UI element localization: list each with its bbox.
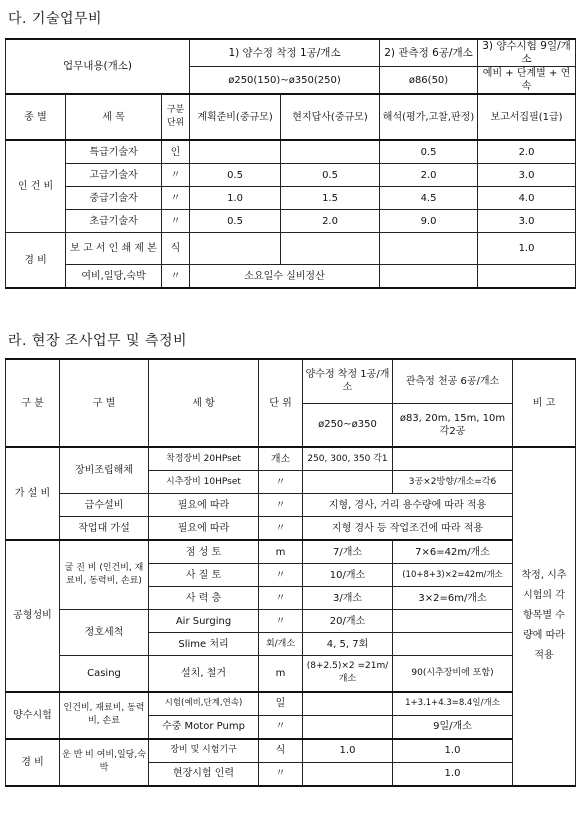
row-plan: 1.0 xyxy=(190,187,281,210)
row-unit: m xyxy=(259,540,303,564)
row-survey: 0.5 xyxy=(281,164,380,187)
row-unit: 〃 xyxy=(162,164,190,187)
row-obs: 1.0 xyxy=(393,739,513,763)
row-analysis xyxy=(380,233,478,265)
row-detail: 시추장비 10HPset xyxy=(149,471,259,494)
row-item: 고급기술자 xyxy=(66,164,162,187)
row-unit: 일 xyxy=(259,692,303,716)
row-unit: 〃 xyxy=(259,715,303,739)
obs-sub-header: ø83, 20m, 15m, 10m 각2공 xyxy=(393,403,513,447)
row-analysis: 4.5 xyxy=(380,187,478,210)
row-item: 특급기술자 xyxy=(66,140,162,164)
row-detail: 설치, 철거 xyxy=(149,656,259,692)
row-well: 3/개소 xyxy=(303,587,393,610)
row-report: 1.0 xyxy=(478,233,576,265)
row-obs: 3×2=6m/개소 xyxy=(393,587,513,610)
empty-cell xyxy=(478,265,576,289)
row-survey xyxy=(281,140,380,164)
col1-top-header: 1) 양수정 착정 1공/개소 xyxy=(190,39,380,67)
obs-top-header: 관측정 천공 6공/개소 xyxy=(393,359,513,403)
row-well xyxy=(303,715,393,739)
row-well: (8+2.5)×2 =21m/개소 xyxy=(303,656,393,692)
unit-header: 구분 단위 xyxy=(162,94,190,140)
cat-label: 경 비 xyxy=(6,739,60,786)
plan-header: 계획준비(중규모) xyxy=(190,94,281,140)
analysis-header: 해석(평가,고찰,판정) xyxy=(380,94,478,140)
row-detail: 사 력 층 xyxy=(149,587,259,610)
row-obs: 3공×2방향/개소=각6 xyxy=(393,471,513,494)
row-well: 4, 5, 7회 xyxy=(303,633,393,656)
row-detail: 필요에 따라 xyxy=(149,494,259,517)
group-label: 인 건 비 xyxy=(6,140,66,233)
row-item: 장비조립해체 xyxy=(60,447,149,494)
row-unit: 〃 xyxy=(259,494,303,517)
row-detail: Slime 처리 xyxy=(149,633,259,656)
row-well: 20/개소 xyxy=(303,610,393,633)
row-unit: 〃 xyxy=(162,265,190,289)
row-item: 초급기술자 xyxy=(66,210,162,233)
row-obs: 90(시추장비에 포함) xyxy=(393,656,513,692)
cat-header: 구 분 xyxy=(6,359,60,447)
row-plan: 0.5 xyxy=(190,164,281,187)
row-plan xyxy=(190,233,281,265)
row-unit: 〃 xyxy=(259,517,303,541)
item-header: 세 목 xyxy=(66,94,162,140)
row-detail: 사 질 토 xyxy=(149,564,259,587)
row-unit: 개소 xyxy=(259,447,303,471)
row-well xyxy=(303,762,393,786)
kind-header: 종 별 xyxy=(6,94,66,140)
row-well: 7/개소 xyxy=(303,540,393,564)
cat-label: 양수시험 xyxy=(6,692,60,739)
row-unit: 〃 xyxy=(259,610,303,633)
row-analysis: 2.0 xyxy=(380,164,478,187)
row-unit: 〃 xyxy=(259,762,303,786)
row-survey xyxy=(281,233,380,265)
row-detail: 필요에 따라 xyxy=(149,517,259,541)
row-item: 보 고 서 인 쇄 제 본 xyxy=(66,233,162,265)
row-well xyxy=(303,471,393,494)
row-item: Casing xyxy=(60,656,149,692)
empty-cell xyxy=(380,265,478,289)
row-report: 4.0 xyxy=(478,187,576,210)
row-obs xyxy=(393,447,513,471)
report-header: 보고서집필(1급) xyxy=(478,94,576,140)
row-item: 작업대 가설 xyxy=(60,517,149,541)
row-merged: 소요일수 실비정산 xyxy=(190,265,380,289)
row-unit: m xyxy=(259,656,303,692)
survey-header: 현지답사(중규모) xyxy=(281,94,380,140)
row-report: 3.0 xyxy=(478,210,576,233)
row-obs: (10+8+3)×2=42m/개소 xyxy=(393,564,513,587)
row-item: 인건비, 재료비, 동력비, 손료 xyxy=(60,692,149,739)
row-obs: 1.0 xyxy=(393,762,513,786)
row-well: 1.0 xyxy=(303,739,393,763)
row-detail: Air Surging xyxy=(149,610,259,633)
row-report: 2.0 xyxy=(478,140,576,164)
row-unit: 회/개소 xyxy=(259,633,303,656)
row-well: 10/개소 xyxy=(303,564,393,587)
col3-sub-header: 예비 + 단계별 + 연속 xyxy=(478,67,576,95)
row-well: 250, 300, 350 각1 xyxy=(303,447,393,471)
section1-title: 다. 기술업무비 xyxy=(8,11,103,27)
cat-label: 가 설 비 xyxy=(6,447,60,540)
row-unit: 〃 xyxy=(162,210,190,233)
row-item: 굴 진 비 (인건비, 재료비, 동력비, 손료) xyxy=(60,540,149,610)
technical-fee-table xyxy=(5,38,576,289)
item-header: 구 별 xyxy=(60,359,149,447)
col1-sub-header: ø250(150)~ø350(250) xyxy=(190,67,380,95)
row-obs xyxy=(393,610,513,633)
row-obs xyxy=(393,633,513,656)
row-detail: 장비 및 시험기구 xyxy=(149,739,259,763)
row-item: 정호세척 xyxy=(60,610,149,656)
row-item: 급수설비 xyxy=(60,494,149,517)
cat-label: 공형성비 xyxy=(6,540,60,692)
row-well xyxy=(303,692,393,716)
row-unit: 식 xyxy=(259,739,303,763)
row-merged: 지형 경사 등 작업조건에 따라 적용 xyxy=(303,517,513,541)
col2-top-header: 2) 관측정 6공/개소 xyxy=(380,39,478,67)
group-label: 경 비 xyxy=(6,233,66,289)
row-unit: 인 xyxy=(162,140,190,164)
row-item: 여비,일당,숙박 xyxy=(66,265,162,289)
row-detail: 착정장비 20HPset xyxy=(149,447,259,471)
row-unit: 〃 xyxy=(259,587,303,610)
row-unit: 〃 xyxy=(162,187,190,210)
row-merged: 지형, 경사, 거리 용수량에 따라 적용 xyxy=(303,494,513,517)
row-survey: 1.5 xyxy=(281,187,380,210)
field-survey-table xyxy=(5,358,576,787)
row-detail: 현장시험 인력 xyxy=(149,762,259,786)
note-header: 비 고 xyxy=(513,359,576,447)
row-detail: 시험(예비,단계,연속) xyxy=(149,692,259,716)
row-obs: 1+3.1+4.3=8.4일/개소 xyxy=(393,692,513,716)
section2-title: 라. 현장 조사업무 및 측정비 xyxy=(8,333,188,349)
row-detail: 점 성 토 xyxy=(149,540,259,564)
row-obs: 9일/개소 xyxy=(393,715,513,739)
unit-header: 단 위 xyxy=(259,359,303,447)
row-analysis: 9.0 xyxy=(380,210,478,233)
row-detail: 수중 Motor Pump xyxy=(149,715,259,739)
note-cell: 착정, 시추 시험의 각 항목별 수 량에 따라 적용 xyxy=(513,447,576,786)
work-content-header: 업무내용(개소) xyxy=(6,39,190,94)
row-item: 중급기술자 xyxy=(66,187,162,210)
row-unit: 〃 xyxy=(259,564,303,587)
row-survey: 2.0 xyxy=(281,210,380,233)
row-report: 3.0 xyxy=(478,164,576,187)
col3-top-header: 3) 양수시험 9일/개소 xyxy=(478,39,576,67)
col2-sub-header: ø86(50) xyxy=(380,67,478,95)
row-item: 운 반 비 여비,일당,숙박 xyxy=(60,739,149,786)
well-top-header: 양수정 착정 1공/개소 xyxy=(303,359,393,403)
row-analysis: 0.5 xyxy=(380,140,478,164)
row-plan xyxy=(190,140,281,164)
row-unit: 식 xyxy=(162,233,190,265)
well-sub-header: ø250~ø350 xyxy=(303,403,393,447)
detail-header: 세 항 xyxy=(149,359,259,447)
row-plan: 0.5 xyxy=(190,210,281,233)
row-obs: 7×6=42m/개소 xyxy=(393,540,513,564)
row-unit: 〃 xyxy=(259,471,303,494)
